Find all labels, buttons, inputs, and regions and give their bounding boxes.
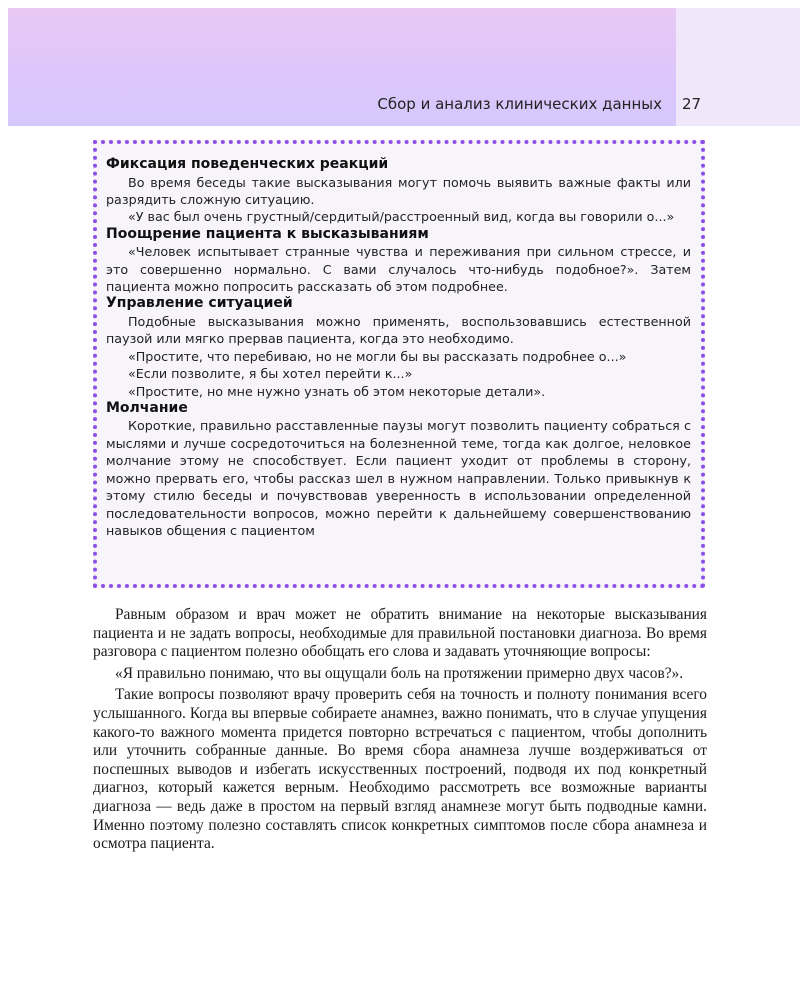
main-body-text [93, 606, 707, 854]
section-quote: «Простите, что перебиваю, но не могли бы вы рассказать подробнее о...» [128, 348, 627, 364]
section-heading-management: Управление ситуацией [106, 295, 293, 312]
communication-techniques-box [93, 140, 705, 588]
section-heading-behavior: Фиксация поведенческих реакций [106, 156, 389, 172]
body-paragraph: Такие вопросы позволяют врачу проверить себя на точность и полноту понимания всего услышанного. Когда вы впервые собираете анамнез, важно понимать, что в случае упущения какого-то важного момента придется повторно встречаться с пациентом, чтобы дополнить или уточнить собранные данные. Во время сбора анамнеза лучше воздерживаться от поспешных выводов и избегать искусственных построений, подводя их под конкретный диагноз, который кажется верным. Необходимо рассмотреть все возможные варианты диагноза — ведь даже в простом на первый взгляд анамнезе могут быть подводные камни. Именно поэтому полезно составлять список конкретных симптомов после сбора анамнеза и осмотра пациента. [93, 686, 707, 853]
section-quote: «Простите, но мне нужно узнать об этом некоторые детали». [128, 383, 546, 399]
running-title: Сбор и анализ клинических данных [377, 95, 662, 113]
section-quote: «Человек испытывает странные чувства и переживания при сильном стрессе, и это совершенно нормально. С вами случалось что-нибудь подобное?». Затем пациента можно попросить рассказать об этом подробнее. [106, 244, 691, 295]
body-paragraph: Равным образом и врач может не обратить внимание на некоторые высказывания пациента и не задать вопросы, необходимые для правильной постановки диагноза. Во время разговора с пациентом полезно обобщать его слова и задавать уточняющие вопросы: [93, 606, 707, 661]
section-heading-encouragement: Поощрение пациента к высказываниям [106, 225, 429, 242]
section-quote: «У вас был очень грустный/сердитый/расстроенный вид, когда вы говорили о...» [128, 209, 675, 225]
section-paragraph: Подобные высказывания можно применять, воспользовавшись естественной паузой или мягко прервав пациента, когда это необходимо. [106, 313, 691, 347]
section-paragraph: Во время беседы такие высказывания могут помочь выявить важные факты или разрядить сложную ситуацию. [106, 174, 691, 207]
page-number: 27 [682, 95, 702, 113]
body-quote: «Я правильно понимаю, что вы ощущали боль на протяжении примерно двух часов?». [115, 664, 684, 682]
section-heading-silence: Молчание [106, 399, 188, 416]
section-quote: «Если позволите, я бы хотел перейти к...» [128, 366, 413, 382]
section-paragraph: Короткие, правильно расставленные паузы могут позволить пациенту собраться с мыслями и лучше сосредоточиться на болезненной теме, тогда как долгое, неловкое молчание этому не способствует. Если пациент уходит от проблемы в сторону, можно прервать его, чтобы рассказ шел в нужном направлении. Только привыкнув к этому стилю беседы и почувствовав уверенность в использовании определенной последовательности вопросов, можно перейти к дальнейшему совершенствованию навыков общения с пациентом [106, 418, 691, 538]
